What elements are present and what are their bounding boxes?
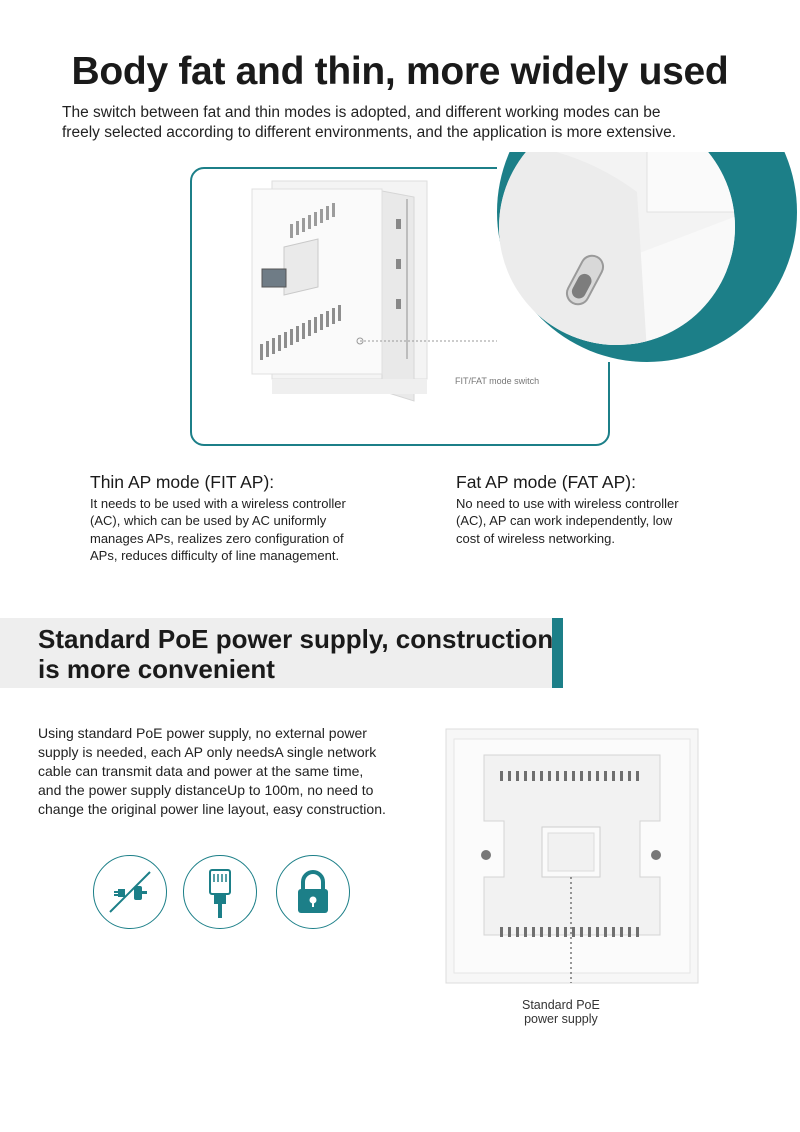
fat-ap-line: cost of wireless networking.	[456, 530, 615, 546]
mode-switch-closeup	[497, 152, 800, 362]
intro-line: freely selected according to different environments, and the application is more extensive.	[62, 124, 677, 141]
padlock-icon	[276, 855, 350, 929]
poe-port-caption	[522, 998, 600, 1026]
thin-ap-line: It needs to be used with a wireless controller	[90, 495, 346, 511]
poe-line: cable can transmit data and power at the same time,	[38, 763, 364, 779]
page-title: Body fat and thin, more widely used	[71, 50, 729, 93]
poe-line: and the power supply distanceUp to 100m, no need to	[38, 782, 374, 798]
intro-line: The switch between fat and thin modes is adopted, and different working modes can be	[62, 104, 661, 121]
intro-paragraph	[62, 103, 752, 143]
poe-caption-line: power supply	[524, 1012, 598, 1026]
poe-line: Using standard PoE power supply, no external power	[38, 725, 367, 741]
section-title	[38, 624, 553, 684]
thin-ap-line: APs, reduces difficulty of line management.	[90, 548, 340, 563]
poe-caption-line: Standard PoE	[522, 998, 600, 1012]
thin-ap-heading: Thin AP mode (FIT AP):	[90, 472, 275, 492]
thin-ap-mode-block	[90, 474, 346, 565]
fat-ap-line: No need to use with wireless controller	[456, 495, 679, 511]
thin-ap-line: (AC), which can be used by AC uniformly	[90, 513, 327, 528]
thin-ap-line: manages APs, realizes zero configuration of	[90, 530, 344, 546]
no-power-plug-icon	[93, 855, 167, 929]
poe-description	[38, 724, 386, 819]
ethernet-cable-icon	[183, 855, 257, 929]
fat-ap-heading: Fat AP mode (FAT AP):	[456, 472, 636, 492]
mode-switch-caption: FIT/FAT mode switch	[455, 376, 540, 386]
section-title-line: is more convenient	[38, 654, 275, 684]
fat-ap-mode-block	[456, 474, 679, 547]
section-title-accent-bar	[552, 618, 563, 688]
ap-panel-back-image	[444, 727, 700, 987]
poe-line: supply is needed, each AP only needsA single network	[38, 744, 377, 760]
section-title-line: Standard PoE power supply, construction	[38, 624, 554, 654]
fat-ap-line: (AC), AP can work independently, low	[456, 513, 673, 528]
poe-line: change the original power line layout, easy construction.	[38, 801, 386, 817]
